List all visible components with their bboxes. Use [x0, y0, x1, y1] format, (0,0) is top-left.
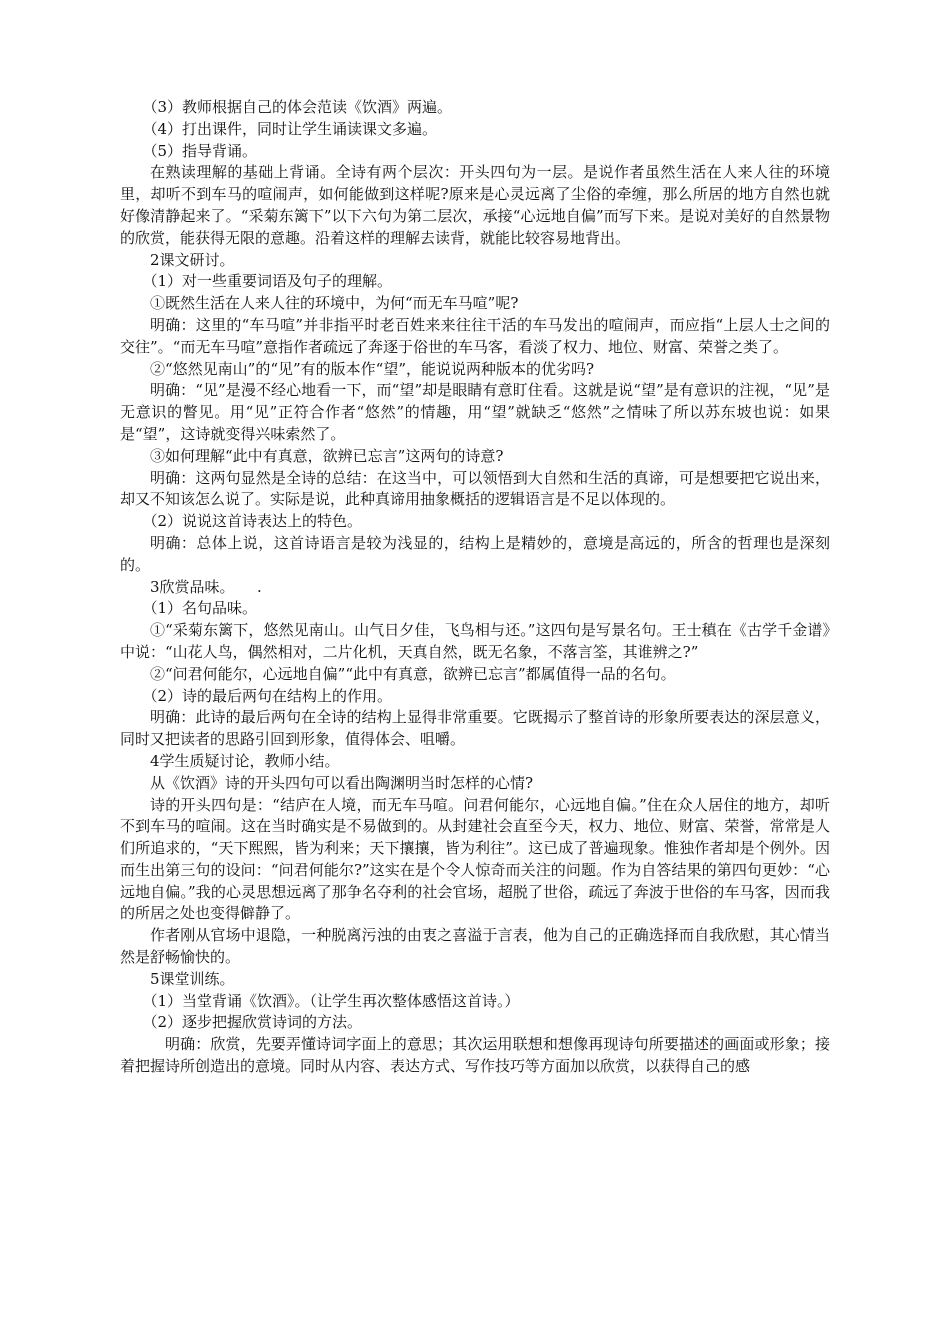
- paragraph: 从《饮酒》诗的开头四句可以看出陶渊明当时怎样的心情?: [150, 773, 534, 792]
- paragraph: ①“采菊东篱下，悠然见南山。山气日夕佳，飞鸟相与还。”这四句是写景名句。王士稹在《古学千金谱》中说：“山花人鸟，偶然相对，二片化机，天真自然，既无名象，不落言筌，其谁辨之?”: [120, 621, 830, 661]
- paragraph: 5课堂训练。: [150, 969, 235, 988]
- paragraph: 作者刚从官场中退隐，一种脱离污浊的由衷之喜溢于言表，他为自己的正确选择而自我欣慰，其心情当然是舒畅愉快的。: [120, 926, 830, 967]
- paragraph: 在熟读理解的基础上背诵。全诗有两个层次：开头四句为一层。是说作者虽然生活在人来人往的环境里，却听不到车马的喧闹声，如何能做到这样呢?原来是心灵远离了尘俗的牵缠，那么所居的地方自然也就好像清静起来了。“采菊东篱下”以下六句为第二层次，承接“心远地自偏”而写下来。是说对美好的自然景物的欣赏，能获得无限的意趣。沿着这样的理解去读背，就能比较容易地背出。: [120, 163, 830, 247]
- document-body: [120, 97, 830, 1078]
- paragraph: ①既然生活在人来人往的环境中，为何“而无车马喧”呢?: [150, 294, 519, 313]
- paragraph: （2）说说这首诗表达上的特色。: [142, 512, 363, 531]
- paragraph: （1）名句品味。: [142, 599, 258, 618]
- paragraph: （2）逐步把握欣赏诗词的方法。: [142, 1013, 363, 1032]
- paragraph: ③如何理解“此中有真意，欲辨已忘言”这两句的诗意?: [150, 446, 504, 465]
- paragraph: （5）指导背诵。: [142, 141, 258, 160]
- paragraph: （2）诗的最后两句在结构上的作用。: [142, 686, 393, 705]
- paragraph: 明确：欣赏，先要弄懂诗词字面上的意思；其次运用联想和想像再现诗句所要描述的画面或形象；接着把握诗所创造出的意境。同时从内容、表达方式、写作技巧等方面加以欣赏，以获得自己的感: [120, 1035, 830, 1076]
- paragraph: 诗的开头四句是：“结庐在人境，而无车马喧。问君何能尔，心远地自偏。”住在众人居住的地方，却听不到车马的喧闹。这在当时确实是不易做到的。从封建社会直至今天，权力、地位、财富、荣誉，常常是人们所追求的，“天下熙熙，皆为利来；天下攘攘，皆为利往”。这已成了普遍现象。惟独作者却是个例外。因而生出第三句的设问：“问君何能尔?”这实在是个令人惊奇而关注的问题。作为自答结果的第四句更妙：“心远地自偏。”我的心灵思想远离了那争名夺利的社会官场，超脱了世俗，疏远了奔波于世俗的车马客，因而我的所居之处也变得僻静了。: [120, 795, 830, 923]
- paragraph: （1）对一些重要词语及句子的理解。: [142, 272, 393, 291]
- paragraph: （4）打出课件，同时让学生诵读课文多遍。: [142, 119, 438, 138]
- paragraph: 2课文研讨。: [150, 250, 235, 269]
- paragraph: （1）当堂背诵《饮酒》。（让学生再次整体感悟这首诗。）: [142, 991, 520, 1010]
- paragraph: 明确：“见”是漫不经心地看一下，而“望”却是眼睛有意盯住看。这就是说“望”是有意识的注视，“见”是无意识的瞥见。用“见”正符合作者“悠然”的情趣，用“望”就缺乏“悠然”之情味了所以苏东坡也说：如果是“望”，这诗就变得兴味索然了。: [120, 381, 830, 443]
- paragraph: 明确：这两句显然是全诗的总结：在这当中，可以领悟到大自然和生活的真谛，可是想要把它说出来，却又不知该怎么说了。实际是说，此种真谛用抽象概括的逻辑语言是不足以体现的。: [120, 468, 830, 509]
- paragraph: ②“问君何能尔，心远地自偏”“此中有真意，欲辨已忘言”都属值得一品的名句。: [150, 664, 676, 683]
- paragraph: 3欣赏品味。 .: [150, 577, 262, 596]
- paragraph: 明确：此诗的最后两句在全诗的结构上显得非常重要。它既揭示了整首诗的形象所要表达的深层意义，同时又把读者的思路引回到形象，值得体会、咀嚼。: [120, 708, 830, 749]
- paragraph: 4学生质疑讨论，教师小结。: [150, 751, 340, 770]
- paragraph: ②“悠然见南山”的“见”有的版本作“望”，能说说两种版本的优劣吗?: [150, 359, 595, 378]
- paragraph: 明确：这里的“车马喧”并非指平时老百姓来来往往干活的车马发出的喧闹声，而应指“上层人士之间的交往”。“而无车马喧”意指作者疏远了奔逐于俗世的车马客，看淡了权力、地位、财富、荣誉之类了。: [120, 315, 830, 356]
- paragraph: 明确：总体上说，这首诗语言是较为浅显的，结构上是精妙的，意境是高远的，所含的哲理也是深刻的。: [120, 533, 830, 574]
- paragraph: （3）教师根据自己的体会范读《饮酒》两遍。: [142, 98, 453, 116]
